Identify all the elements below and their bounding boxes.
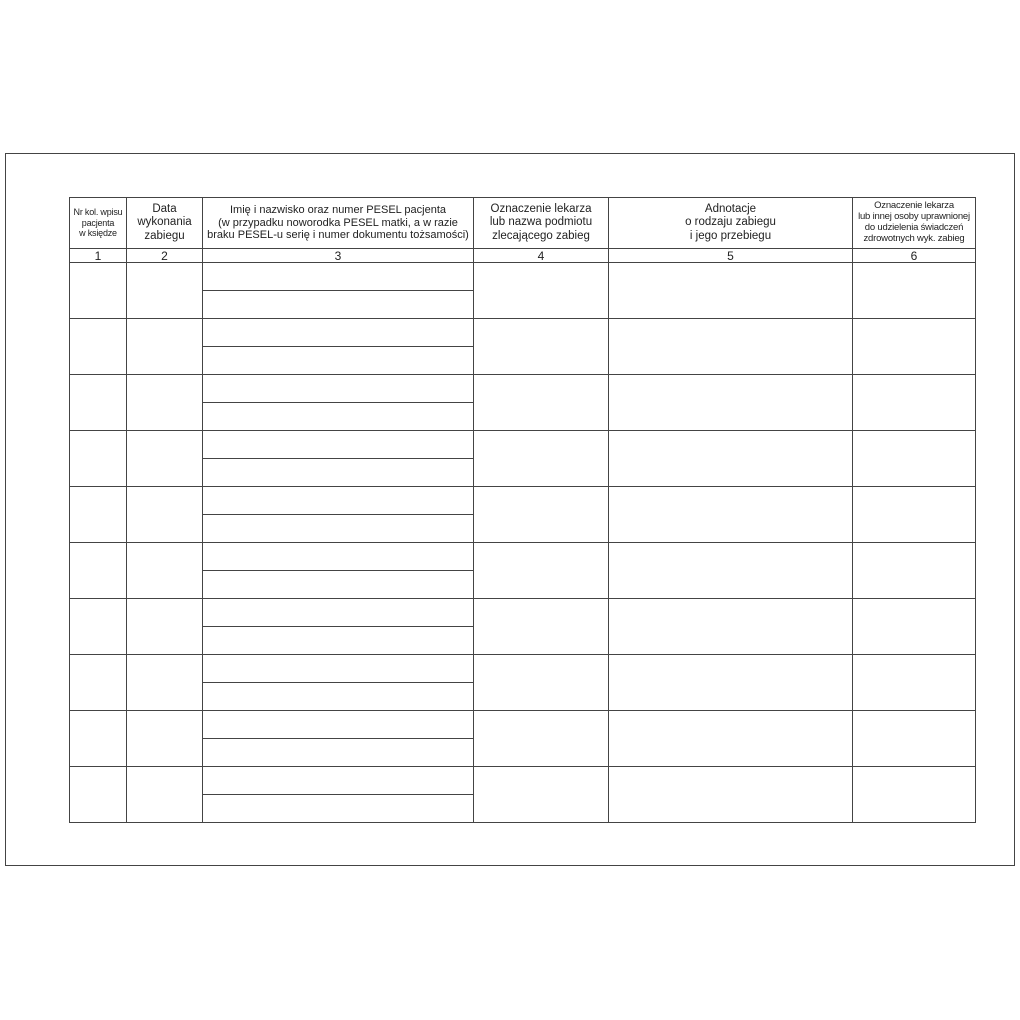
cell-performing-person[interactable] xyxy=(853,319,976,375)
cell-date[interactable] xyxy=(127,711,203,767)
cell-patient-pesel[interactable] xyxy=(203,291,474,319)
column-number: 1 xyxy=(70,249,127,263)
column-number: 4 xyxy=(474,249,609,263)
cell-annotations[interactable] xyxy=(609,319,853,375)
cell-patient-pesel[interactable] xyxy=(203,347,474,375)
cell-patient-pesel[interactable] xyxy=(203,683,474,711)
cell-entry-number[interactable] xyxy=(70,375,127,431)
header-row xyxy=(70,198,976,249)
cell-performing-person[interactable] xyxy=(853,487,976,543)
cell-date[interactable] xyxy=(127,487,203,543)
cell-performing-person[interactable] xyxy=(853,375,976,431)
cell-ordering-doctor[interactable] xyxy=(474,319,609,375)
cell-ordering-doctor[interactable] xyxy=(474,431,609,487)
cell-patient-pesel[interactable] xyxy=(203,795,474,823)
cell-patient-name[interactable] xyxy=(203,487,474,515)
table-row xyxy=(70,487,976,515)
table-row xyxy=(70,543,976,571)
cell-performing-person[interactable] xyxy=(853,599,976,655)
cell-annotations[interactable] xyxy=(609,263,853,319)
cell-patient-pesel[interactable] xyxy=(203,571,474,599)
table-row xyxy=(70,263,976,291)
cell-patient-pesel[interactable] xyxy=(203,515,474,543)
cell-entry-number[interactable] xyxy=(70,431,127,487)
cell-entry-number[interactable] xyxy=(70,711,127,767)
cell-patient-pesel[interactable] xyxy=(203,627,474,655)
cell-ordering-doctor[interactable] xyxy=(474,543,609,599)
cell-annotations[interactable] xyxy=(609,711,853,767)
cell-performing-person[interactable] xyxy=(853,711,976,767)
table-row xyxy=(70,599,976,627)
cell-annotations[interactable] xyxy=(609,599,853,655)
column-number: 3 xyxy=(203,249,474,263)
cell-entry-number[interactable] xyxy=(70,655,127,711)
cell-date[interactable] xyxy=(127,319,203,375)
cell-ordering-doctor[interactable] xyxy=(474,655,609,711)
table-row xyxy=(70,767,976,795)
cell-date[interactable] xyxy=(127,767,203,823)
cell-entry-number[interactable] xyxy=(70,543,127,599)
cell-patient-name[interactable] xyxy=(203,375,474,403)
cell-patient-name[interactable] xyxy=(203,319,474,347)
column-number-row xyxy=(70,249,976,263)
cell-entry-number[interactable] xyxy=(70,319,127,375)
table-row xyxy=(70,711,976,739)
cell-annotations[interactable] xyxy=(609,767,853,823)
register-entries xyxy=(70,263,976,823)
header-patient: Imię i nazwisko oraz numer PESEL pacjenta (w przypadku noworodka PESEL matki, a w razie braku PESEL-u serię i numer dokumentu tożsamości) xyxy=(203,198,474,249)
cell-patient-pesel[interactable] xyxy=(203,403,474,431)
cell-performing-person[interactable] xyxy=(853,655,976,711)
header-entry-number: Nr kol. wpisu pacjenta w księdze xyxy=(70,198,127,249)
cell-entry-number[interactable] xyxy=(70,263,127,319)
cell-entry-number[interactable] xyxy=(70,599,127,655)
cell-performing-person[interactable] xyxy=(853,767,976,823)
column-number: 6 xyxy=(853,249,976,263)
header-annotations: Adnotacje o rodzaju zabiegu i jego przebiegu xyxy=(609,198,853,249)
cell-patient-name[interactable] xyxy=(203,711,474,739)
procedure-register-table xyxy=(69,197,976,823)
cell-patient-pesel[interactable] xyxy=(203,459,474,487)
cell-date[interactable] xyxy=(127,431,203,487)
column-number: 5 xyxy=(609,249,853,263)
cell-date[interactable] xyxy=(127,543,203,599)
cell-performing-person[interactable] xyxy=(853,431,976,487)
cell-date[interactable] xyxy=(127,375,203,431)
cell-annotations[interactable] xyxy=(609,375,853,431)
cell-patient-name[interactable] xyxy=(203,543,474,571)
cell-patient-name[interactable] xyxy=(203,263,474,291)
cell-ordering-doctor[interactable] xyxy=(474,767,609,823)
header-ordering-doctor: Oznaczenie lekarza lub nazwa podmiotu zlecającego zabieg xyxy=(474,198,609,249)
cell-annotations[interactable] xyxy=(609,655,853,711)
column-number: 2 xyxy=(127,249,203,263)
cell-patient-name[interactable] xyxy=(203,599,474,627)
header-performing-person: Oznaczenie lekarza lub innej osoby uprawnionej do udzielenia świadczeń zdrowotnych wyk. zabieg xyxy=(853,198,976,249)
cell-annotations[interactable] xyxy=(609,487,853,543)
cell-performing-person[interactable] xyxy=(853,263,976,319)
cell-patient-name[interactable] xyxy=(203,767,474,795)
form-sheet xyxy=(5,153,1015,866)
table-row xyxy=(70,655,976,683)
cell-ordering-doctor[interactable] xyxy=(474,375,609,431)
cell-annotations[interactable] xyxy=(609,543,853,599)
cell-entry-number[interactable] xyxy=(70,487,127,543)
cell-annotations[interactable] xyxy=(609,431,853,487)
cell-date[interactable] xyxy=(127,599,203,655)
cell-entry-number[interactable] xyxy=(70,767,127,823)
table-row xyxy=(70,375,976,403)
cell-date[interactable] xyxy=(127,263,203,319)
table-row xyxy=(70,431,976,459)
cell-patient-name[interactable] xyxy=(203,431,474,459)
cell-ordering-doctor[interactable] xyxy=(474,599,609,655)
cell-patient-name[interactable] xyxy=(203,655,474,683)
cell-ordering-doctor[interactable] xyxy=(474,487,609,543)
table-row xyxy=(70,319,976,347)
cell-patient-pesel[interactable] xyxy=(203,739,474,767)
cell-date[interactable] xyxy=(127,655,203,711)
header-date: Data wykonania zabiegu xyxy=(127,198,203,249)
cell-ordering-doctor[interactable] xyxy=(474,711,609,767)
cell-ordering-doctor[interactable] xyxy=(474,263,609,319)
cell-performing-person[interactable] xyxy=(853,543,976,599)
